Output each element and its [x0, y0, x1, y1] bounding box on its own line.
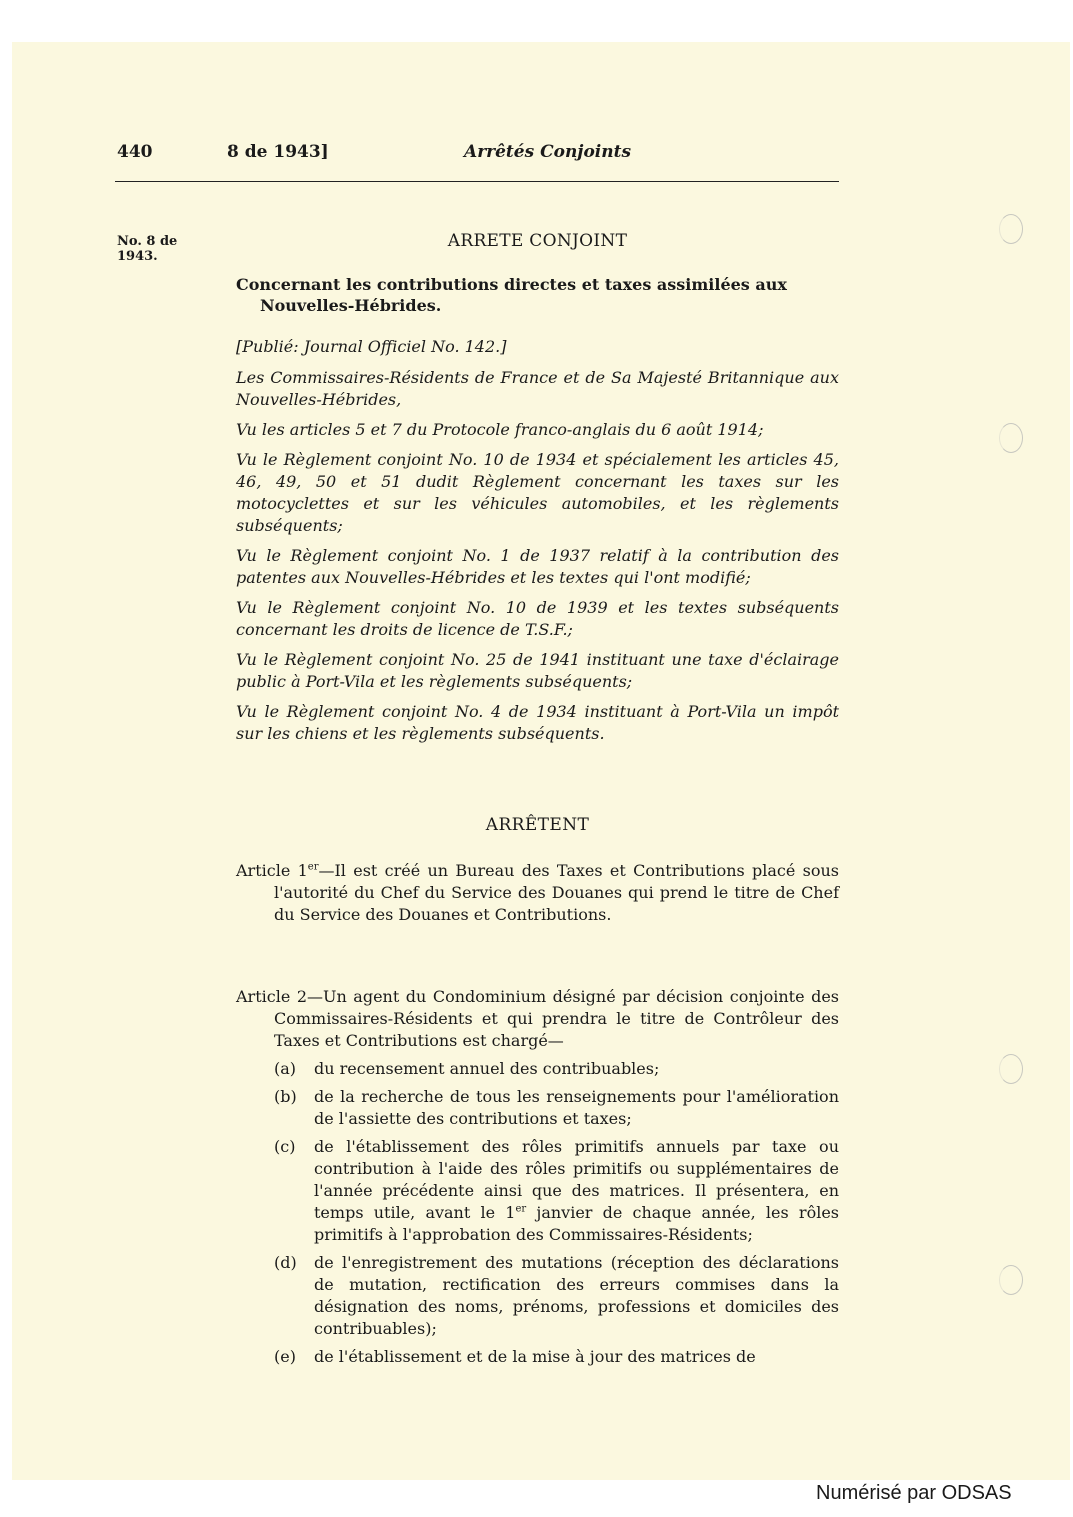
list-item	[274, 1252, 839, 1340]
margin-note: No. 8 de 1943.	[117, 234, 178, 264]
punch-hole-icon	[999, 1265, 1023, 1295]
item-text-part: janvier de chaque année, les rôles primitifs à l'approbation des Commissaires-Résidents;	[314, 1203, 839, 1244]
article-1-sup: er	[307, 861, 319, 873]
publication-note: [Publié: Journal Officiel No. 142.]	[236, 337, 507, 356]
item-label: (e)	[274, 1347, 296, 1366]
article-1-label: Article 1	[236, 861, 308, 880]
punch-hole-icon	[999, 214, 1023, 244]
punch-hole-icon	[999, 1054, 1023, 1084]
document-title: ARRETE CONJOINT	[447, 231, 628, 251]
document-subject: Concernant les contributions directes et taxes assimilées aux Nouvelles-Hébrides.	[236, 275, 787, 315]
article-2: Article 2—Un agent du Condominium désigné par décision conjointe des Commissaires-Résidents et qui prendra le titre de Contrôleur des Taxes et Contributions est chargé—	[236, 987, 839, 1050]
preamble-clause: Vu le Règlement conjoint No. 10 de 1934 et spécialement les articles 45, 46, 49, 50 et 51 dudit Règlement concernant les taxes sur les motocyclettes et sur les véhicules automobiles, et les règlements subséquents;	[236, 450, 839, 535]
arretent-heading: ARRÊTENT	[485, 815, 590, 835]
item-text: de l'enregistrement des mutations (réception des déclarations de mutation, rectification des erreurs commises dans la désignation des noms, prénoms, professions et domiciles des contribuables);	[314, 1253, 839, 1338]
list-item	[274, 1058, 839, 1080]
item-label: (a)	[274, 1059, 297, 1078]
preamble-clause: Vu les articles 5 et 7 du Protocole franco-anglais du 6 août 1914;	[236, 420, 764, 439]
item-text: du recensement annuel des contribuables;	[314, 1059, 660, 1078]
punch-hole-icon	[999, 423, 1023, 453]
preamble-clause: Vu le Règlement conjoint No. 25 de 1941 instituant une taxe d'éclairage public à Port-Vila et les règlements subséquents;	[236, 650, 839, 691]
document-body	[236, 231, 839, 1374]
digitized-by-footer: Numérisé par ODSAS	[816, 1482, 1012, 1504]
article-1-text: —Il est créé un Bureau des Taxes et Contributions placé sous l'autorité du Chef du Service des Douanes qui prend le titre de Chef du Service des Douanes et Contributions.	[274, 861, 839, 924]
list-item	[274, 1086, 839, 1130]
article-2-items	[274, 1058, 839, 1368]
item-text: de l'établissement et de la mise à jour des matrices de	[314, 1347, 756, 1366]
list-item	[274, 1346, 839, 1368]
item-label: (c)	[274, 1137, 296, 1156]
item-text: de la recherche de tous les renseignements pour l'amélioration de l'assiette des contributions et taxes;	[314, 1087, 839, 1128]
item-label: (d)	[274, 1253, 297, 1272]
page-header	[117, 142, 839, 172]
preamble-clause: Vu le Règlement conjoint No. 1 de 1937 relatif à la contribution des patentes aux Nouvelles-Hébrides et les textes qui l'ont modifié;	[236, 546, 839, 587]
preamble-clause: Les Commissaires-Résidents de France et de Sa Majesté Britannique aux Nouvelles-Hébrides,	[236, 368, 839, 409]
page-number: 440	[117, 142, 153, 162]
item-text	[314, 1136, 839, 1246]
header-reference: 8 de 1943]	[227, 142, 329, 162]
item-label: (b)	[274, 1087, 297, 1106]
item-sup: er	[515, 1203, 527, 1215]
preamble-clause: Vu le Règlement conjoint No. 4 de 1934 instituant à Port-Vila un impôt sur les chiens et les règlements subséquents.	[236, 702, 839, 743]
running-title: Arrêtés Conjoints	[464, 142, 632, 162]
item-text-part: de l'établissement des rôles primitifs annuels par taxe ou contribution à l'aide des rôles primitifs ou supplémentaires de l'année précédente ainsi que des matrices. Il présentera, en temps utile, avant le 1	[314, 1137, 839, 1222]
article-1	[236, 860, 839, 926]
list-item	[274, 1136, 839, 1246]
header-rule	[115, 181, 839, 182]
preamble-clause: Vu le Règlement conjoint No. 10 de 1939 et les textes subséquents concernant les droits de licence de T.S.F.;	[236, 598, 839, 639]
